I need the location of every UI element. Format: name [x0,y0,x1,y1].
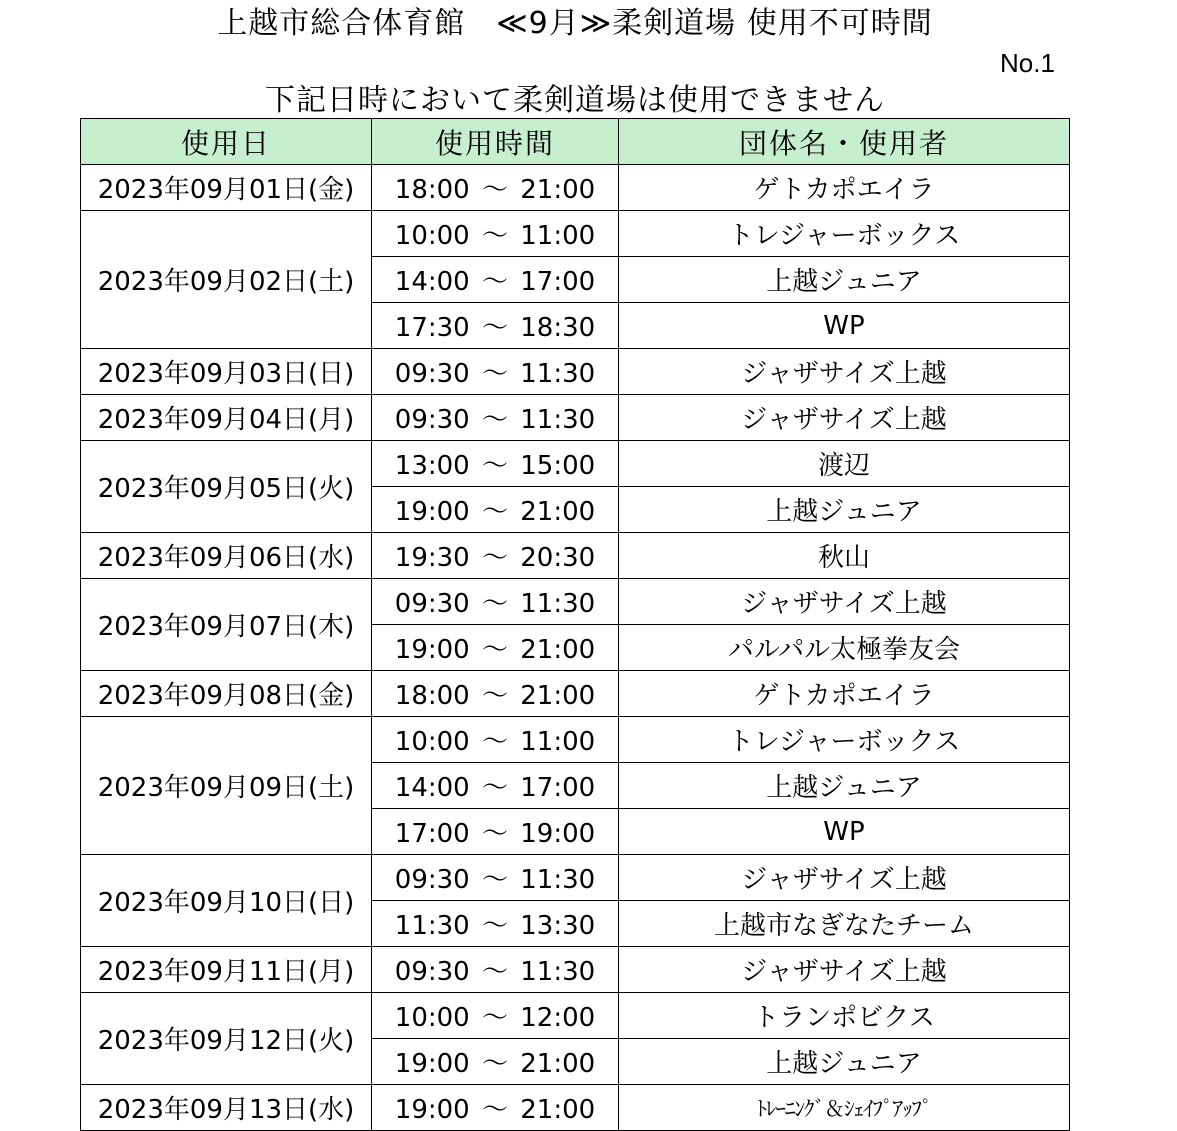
table-row [81,717,1070,763]
document-title: 上越市総合体育館 ≪9月≫柔剣道場 使用不可時間 [217,6,933,41]
time-cell: 19:00 〜 21:00 [372,625,619,671]
time-cell: 18:00 〜 21:00 [372,671,619,717]
table-row [81,579,1070,625]
time-cell: 09:30 〜 11:30 [372,855,619,901]
time-cell: 19:00 〜 21:00 [372,487,619,533]
date-cell: 2023年09月12日(火) [81,993,372,1085]
user-cell: ジャザサイズ上越 [619,349,1070,395]
time-cell: 09:30 〜 11:30 [372,947,619,993]
table-row [81,533,1070,579]
time-cell: 17:30 〜 18:30 [372,303,619,349]
table-row [81,211,1070,257]
user-cell: WP [619,303,1070,349]
time-cell: 19:30 〜 20:30 [372,533,619,579]
header-user: 団体名・使用者 [619,119,1070,165]
date-cell: 2023年09月06日(水) [81,533,372,579]
user-cell: ジャザサイズ上越 [619,855,1070,901]
header-date: 使用日 [81,119,372,165]
table-row [81,671,1070,717]
time-cell: 10:00 〜 11:00 [372,211,619,257]
page-number: No.1 [1000,48,1055,78]
time-cell: 11:30 〜 13:30 [372,901,619,947]
date-cell: 2023年09月09日(土) [81,717,372,855]
table-row [81,993,1070,1039]
user-cell: 上越ジュニア [619,487,1070,533]
time-cell: 10:00 〜 12:00 [372,993,619,1039]
user-cell: 秋山 [619,533,1070,579]
user-cell: パルパル太極拳友会 [619,625,1070,671]
date-cell: 2023年09月04日(月) [81,395,372,441]
time-cell: 19:00 〜 21:00 [372,1039,619,1085]
time-cell: 09:30 〜 11:30 [372,579,619,625]
user-cell: 上越市なぎなたチーム [619,901,1070,947]
table-header [81,119,1070,165]
time-cell: 10:00 〜 11:00 [372,717,619,763]
user-cell: ジャザサイズ上越 [619,579,1070,625]
date-cell: 2023年09月07日(木) [81,579,372,671]
time-cell: 09:30 〜 11:30 [372,349,619,395]
time-cell: 14:00 〜 17:00 [372,257,619,303]
header-row [81,119,1070,165]
user-cell: 上越ジュニア [619,1039,1070,1085]
user-cell: WP [619,809,1070,855]
table-row [81,395,1070,441]
user-cell: ジャザサイズ上越 [619,947,1070,993]
date-cell: 2023年09月05日(火) [81,441,372,533]
user-cell: 上越ジュニア [619,763,1070,809]
time-cell: 18:00 〜 21:00 [372,165,619,211]
date-cell: 2023年09月13日(水) [81,1085,372,1131]
date-cell: 2023年09月08日(金) [81,671,372,717]
user-cell: ジャザサイズ上越 [619,395,1070,441]
user-cell: トレジャーボックス [619,717,1070,763]
time-cell: 14:00 〜 17:00 [372,763,619,809]
table-row [81,855,1070,901]
table-row [81,947,1070,993]
table-row [81,1085,1070,1131]
date-cell: 2023年09月10日(日) [81,855,372,947]
table-row [81,165,1070,211]
date-cell: 2023年09月01日(金) [81,165,372,211]
date-cell: 2023年09月03日(日) [81,349,372,395]
date-cell: 2023年09月11日(月) [81,947,372,993]
user-cell: ゲトカポエイラ [619,671,1070,717]
schedule-table [80,118,1070,1131]
user-cell: トレジャーボックス [619,211,1070,257]
time-cell: 17:00 〜 19:00 [372,809,619,855]
header-time: 使用時間 [372,119,619,165]
table-row [81,349,1070,395]
time-cell: 13:00 〜 15:00 [372,441,619,487]
user-cell: 渡辺 [619,441,1070,487]
user-cell: ﾄﾚｰﾆﾝｸﾞ＆ｼｪｲﾌﾟｱｯﾌﾟ [619,1085,1070,1131]
time-cell: 09:30 〜 11:30 [372,395,619,441]
table-body [81,165,1070,1131]
user-cell: トランポビクス [619,993,1070,1039]
date-cell: 2023年09月02日(土) [81,211,372,349]
user-cell: 上越ジュニア [619,257,1070,303]
time-cell: 19:00 〜 21:00 [372,1085,619,1131]
document-subtitle: 下記日時において柔剣道場は使用できません [265,83,885,118]
table-row [81,441,1070,487]
user-cell: ゲトカポエイラ [619,165,1070,211]
